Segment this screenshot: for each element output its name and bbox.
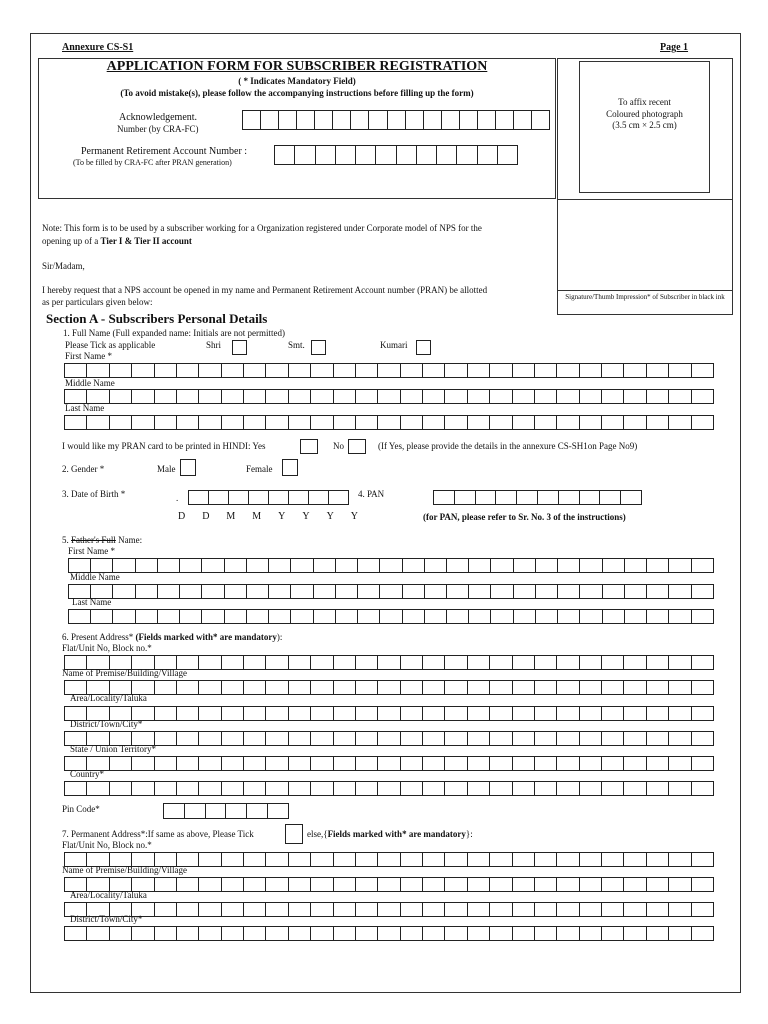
same-address-checkbox[interactable]: [285, 824, 303, 844]
ack-sub: Number (by CRA-FC): [117, 124, 199, 134]
request-line-1: I hereby request that a NPS account be opened in my name and Permanent Retirement Account number (PRAN) be allotted: [42, 285, 488, 295]
middle-name-input[interactable]: [64, 389, 714, 404]
shri-label: Shri: [206, 340, 222, 350]
mandatory-note: ( * Indicates Mandatory Field): [238, 76, 356, 86]
father-first-input[interactable]: [68, 558, 714, 573]
district-input[interactable]: [64, 731, 714, 746]
hindi-label: I would like my PRAN card to be printed in HINDI: Yes: [62, 441, 266, 451]
area-input[interactable]: [64, 706, 714, 721]
perm-area-label: Area/Locality/Taluka: [70, 890, 147, 900]
instruction-note: (To avoid mistake(s), please follow the accompanying instructions before filling up the form): [120, 88, 474, 98]
signature-box[interactable]: [558, 200, 732, 290]
photo-line-2: Coloured photograph: [606, 109, 683, 119]
hindi-yes-checkbox[interactable]: [300, 439, 318, 454]
father-middle-label: Middle Name: [70, 572, 120, 582]
dob-dot: .: [176, 493, 179, 503]
signature-caption: Signature/Thumb Impression* of Subscriber in black ink: [565, 293, 725, 301]
first-name-input[interactable]: [64, 363, 714, 378]
last-name-input[interactable]: [64, 415, 714, 430]
dob-input[interactable]: [188, 490, 349, 505]
father-first-label: First Name *: [68, 546, 115, 556]
salutation: Sir/Madam,: [42, 261, 85, 271]
last-name-label: Last Name: [65, 403, 105, 413]
present-address-label: 6. Present Address* (Fields marked with* are mandatory):: [62, 632, 283, 642]
pin-label: Pin Code*: [62, 804, 100, 814]
premise-label: Name of Premise/Building/Village: [62, 668, 187, 678]
form-title: APPLICATION FORM FOR SUBSCRIBER REGISTRATION: [106, 59, 488, 74]
state-input[interactable]: [64, 756, 714, 771]
hindi-note: (If Yes, please provide the details in the annexure CS-SH1on Page No9): [378, 441, 638, 451]
note-line-2: opening up of a Tier I & Tier II account: [42, 236, 192, 246]
perm-district-input[interactable]: [64, 926, 714, 941]
district-label: District/Town/City*: [70, 719, 143, 729]
tick-label: Please Tick as applicable: [65, 340, 156, 350]
signature-divider: [557, 290, 733, 291]
pan-input[interactable]: [433, 490, 642, 505]
ack-label: Acknowledgement.: [119, 112, 198, 123]
female-checkbox[interactable]: [282, 459, 298, 476]
premise-input[interactable]: [64, 680, 714, 695]
photo-line-1: To affix recent: [618, 97, 671, 107]
perm-district-label: District/Town/City*: [70, 914, 143, 924]
smt-checkbox[interactable]: [311, 340, 326, 355]
male-label: Male: [157, 464, 176, 474]
section-a-heading: Section A - Subscribers Personal Details: [46, 311, 268, 326]
perm-premise-label: Name of Premise/Building/Village: [62, 865, 187, 875]
kumari-label: Kumari: [380, 340, 408, 350]
pran-sub: (To be filled by CRA-FC after PRAN generation): [73, 158, 232, 167]
request-line-2: as per particulars given below:: [42, 297, 153, 307]
father-last-input[interactable]: [68, 609, 714, 624]
first-name-label: First Name *: [65, 351, 112, 361]
female-label: Female: [246, 464, 273, 474]
pan-label: 4. PAN: [358, 489, 385, 499]
male-checkbox[interactable]: [180, 459, 196, 476]
page-number: Page 1: [660, 42, 689, 53]
perm-flat-label: Flat/Unit No, Block no.*: [62, 840, 152, 850]
hindi-no-label: No: [333, 441, 344, 451]
country-input[interactable]: [64, 781, 714, 796]
pin-input[interactable]: [163, 803, 289, 819]
dob-label: 3. Date of Birth *: [62, 489, 126, 499]
hindi-no-checkbox[interactable]: [348, 439, 366, 454]
father-middle-input[interactable]: [68, 584, 714, 599]
photo-line-3: (3.5 cm × 2.5 cm): [612, 120, 677, 130]
pran-number-input[interactable]: [274, 145, 518, 165]
middle-name-label: Middle Name: [65, 378, 115, 388]
father-name-label: 5. Father's Full Name:: [62, 535, 143, 545]
note-line-1: Note: This form is to be used by a subscriber working for a Organization registered under Corporate model of NPS for the: [42, 223, 482, 233]
flat-label: Flat/Unit No, Block no.*: [62, 643, 152, 653]
kumari-checkbox[interactable]: [416, 340, 431, 355]
shri-checkbox[interactable]: [232, 340, 247, 355]
area-label: Area/Locality/Taluka: [70, 693, 147, 703]
full-name-label: 1. Full Name (Full expanded name: Initials are not permitted): [63, 328, 285, 338]
permanent-address-note: else,{Fields marked with* are mandatory}:: [307, 829, 473, 839]
state-label: State / Union Territory*: [70, 744, 156, 754]
perm-premise-input[interactable]: [64, 877, 714, 892]
annexure-label: Annexure CS-S1: [62, 42, 134, 53]
permanent-address-label: 7. Permanent Address*:If same as above, Please Tick: [62, 829, 254, 839]
dob-format: D D M M Y Y Y Y: [178, 511, 358, 522]
ack-number-input[interactable]: [242, 110, 550, 130]
country-label: Country*: [70, 769, 105, 779]
pan-note: (for PAN, please refer to Sr. No. 3 of the instructions): [423, 512, 626, 522]
father-last-label: Last Name: [72, 597, 112, 607]
smt-label: Smt.: [288, 340, 305, 350]
pran-label: Permanent Retirement Account Number :: [81, 146, 248, 157]
perm-area-input[interactable]: [64, 902, 714, 917]
gender-label: 2. Gender *: [62, 464, 105, 474]
